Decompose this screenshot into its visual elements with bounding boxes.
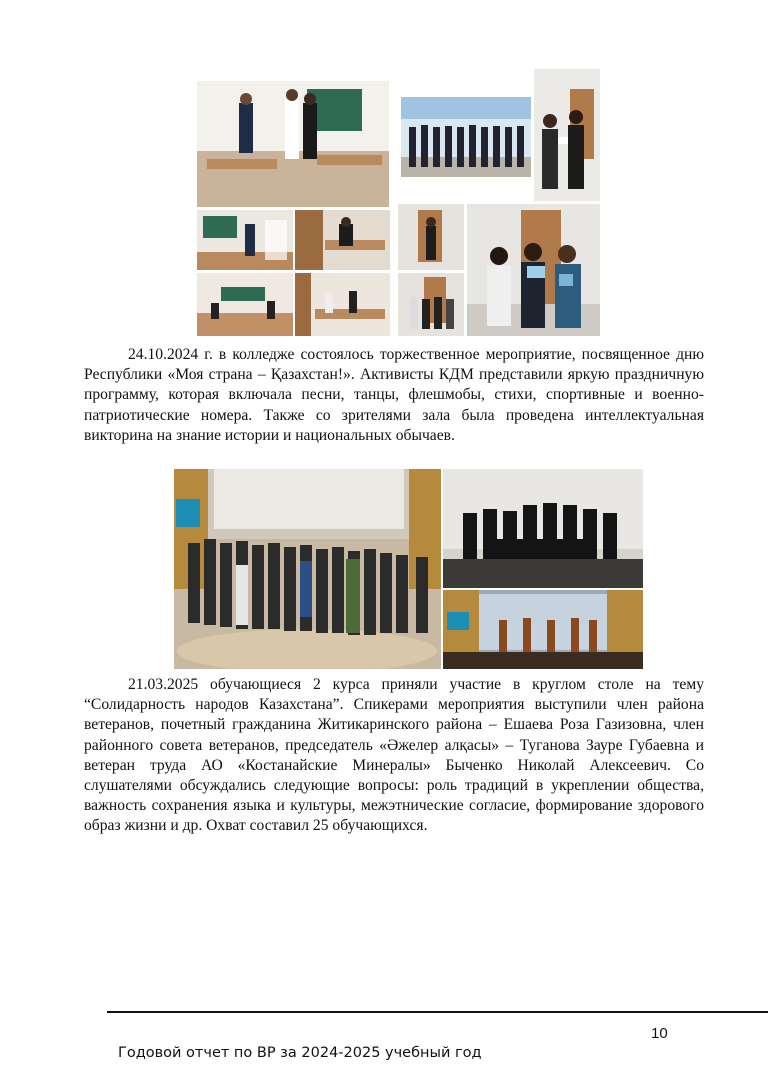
paragraph-2-text: 21.03.2025 обучающиеся 2 курса приняли участие в круглом столе на тему “Солидарность народов Казахстана”. Спикерами мероприятия выступили член района ветеранов, почетный гражданина Житикаринского района – Ешаева Роза Газизовна, член районного совета ветеранов, председатель «Әжелер алқасы» – Туганова Зауре Губаевна и ветеран труда АО «Костанайские Минералы» Быченко Николай Алексеевич. Со слушателями обсуждались следующие вопросы: роль традиций в укреплении общества, важность сохранения языка и культуры, межэтнические согласие, формирование здорового образ жизни и др. Охват составил 25 обучающихся. bbox=[84, 676, 704, 835]
photo-classroom-small-3 bbox=[197, 273, 293, 336]
paragraph-round-table bbox=[84, 675, 704, 837]
photo-classroom-students bbox=[197, 81, 389, 207]
footer-rule bbox=[107, 1011, 768, 1013]
photo-stage-performance bbox=[443, 590, 643, 669]
photo-classroom-small-4 bbox=[295, 273, 390, 336]
photo-classroom-small-2 bbox=[295, 210, 390, 270]
footer-text: Годовой отчет по ВР за 2024-2025 учебный год bbox=[118, 1045, 482, 1061]
photo-students-door-2 bbox=[398, 273, 464, 336]
photo-group-blue-wall bbox=[401, 97, 531, 177]
page-number: 10 bbox=[651, 1025, 668, 1042]
photo-dance-performance bbox=[443, 469, 643, 588]
photo-students-diplomas bbox=[467, 204, 600, 336]
paragraph-1-text: 24.10.2024 г. в колледже состоялось торжественное мероприятие, посвященное дню Республики «Моя страна – Қазахстан!». Активисты КДМ представили яркую праздничную программу, которая включала песни, танцы, флешмобы, стихи, спортивные и военно-патриотические номера. Также со зрителями зала была проведена интеллектуальная викторина на знание истории и национальных обычаев. bbox=[84, 346, 704, 444]
photo-classroom-small-1 bbox=[197, 210, 293, 270]
photo-two-students-certificates bbox=[534, 69, 600, 201]
photo-group-hall bbox=[174, 469, 441, 669]
paragraph-republic-day bbox=[84, 345, 704, 446]
photo-students-door-1 bbox=[398, 204, 464, 270]
